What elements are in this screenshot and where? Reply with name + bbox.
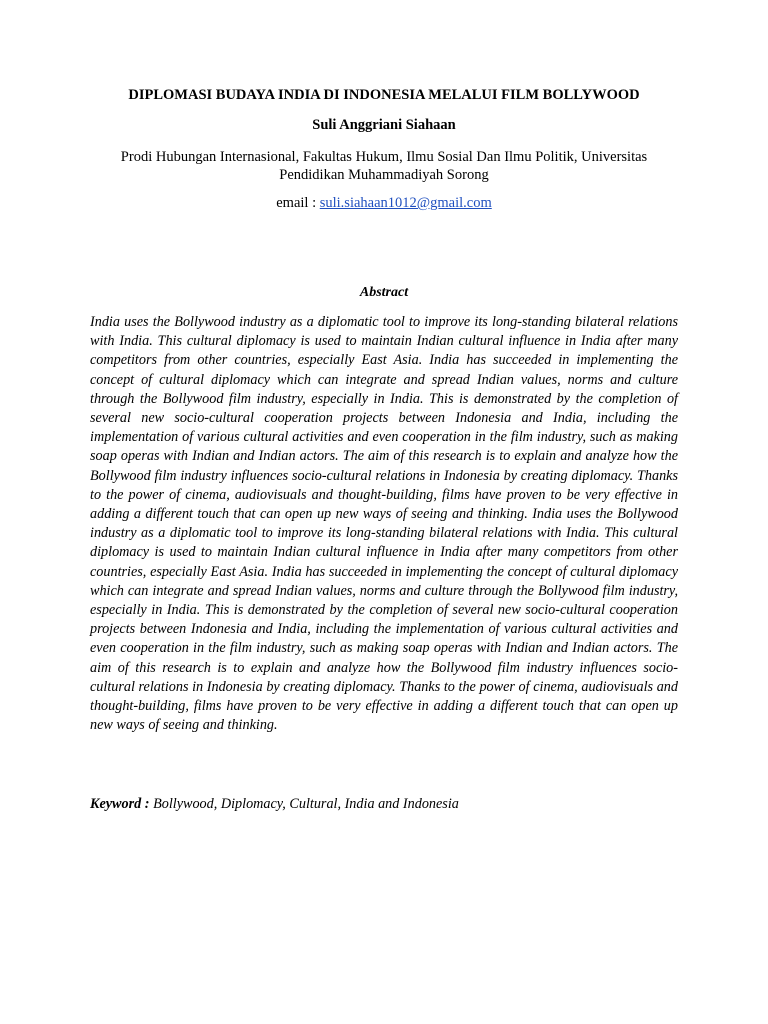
keyword-list: Bollywood, Diplomacy, Cultural, India and Indonesia [153, 796, 459, 812]
author-name: Suli Anggriani Siahaan [312, 117, 456, 133]
keywords-line [90, 796, 678, 813]
email-line [0, 195, 768, 212]
email-label: email : [276, 195, 320, 211]
keyword-label: Keyword : [90, 796, 154, 812]
email-link[interactable]: suli.siahaan1012@gmail.com [319, 195, 492, 211]
paper-title: DIPLOMASI BUDAYA INDIA DI INDONESIA MELALUI FILM BOLLYWOOD [128, 87, 640, 103]
abstract-text: India uses the Bollywood industry as a diplomatic tool to improve its long-standing bilateral relations with India. This cultural diplomacy is used to maintain Indian cultural influence in India after many competitors from other countries, especially East Asia. India has succeeded in implementing the concept of cultural diplomacy which can integrate and spread Indian values, norms and culture through the Bollywood film industry, especially in India. This is demonstrated by the completion of several new socio-cultural cooperation projects between Indonesia and India, including the implementation of various cultural activities and even cooperation in the film industry, such as making soap operas with Indian and Indian actors. The aim of this research is to explain and analyze how the Bollywood film industry influences socio-cultural relations in Indonesia by creating diplomacy. Thanks to the power of cinema, audiovisuals and thought-building, films have proven to be very effective in adding a different touch that can open up new ways of seeing and thinking. India uses the Bollywood industry as a diplomatic tool to improve its long-standing bilateral relations with India. This cultural diplomacy is used to maintain Indian cultural influence in India after many competitors from other countries, especially East Asia. India has succeeded in implementing the concept of cultural diplomacy which can integrate and spread Indian values, norms and culture through the Bollywood film industry, especially in India. This is demonstrated by the completion of several new socio-cultural cooperation projects between Indonesia and India, including the implementation of various cultural activities and even cooperation in the film industry, such as making soap operas with Indian and Indian actors. The aim of this research is to explain and analyze how the Bollywood film industry influences socio-cultural relations in Indonesia by creating diplomacy. Thanks to the power of cinema, audiovisuals and thought-building, films have proven to be very effective in adding a different touch that can open up new ways of seeing and thinking. [90, 314, 678, 734]
author-affiliation: Prodi Hubungan Internasional, Fakultas Hukum, Ilmu Sosial Dan Ilmu Politik, Universitas Pendidikan Muhammadiyah Sorong [120, 149, 648, 183]
abstract-heading: Abstract [359, 285, 409, 300]
